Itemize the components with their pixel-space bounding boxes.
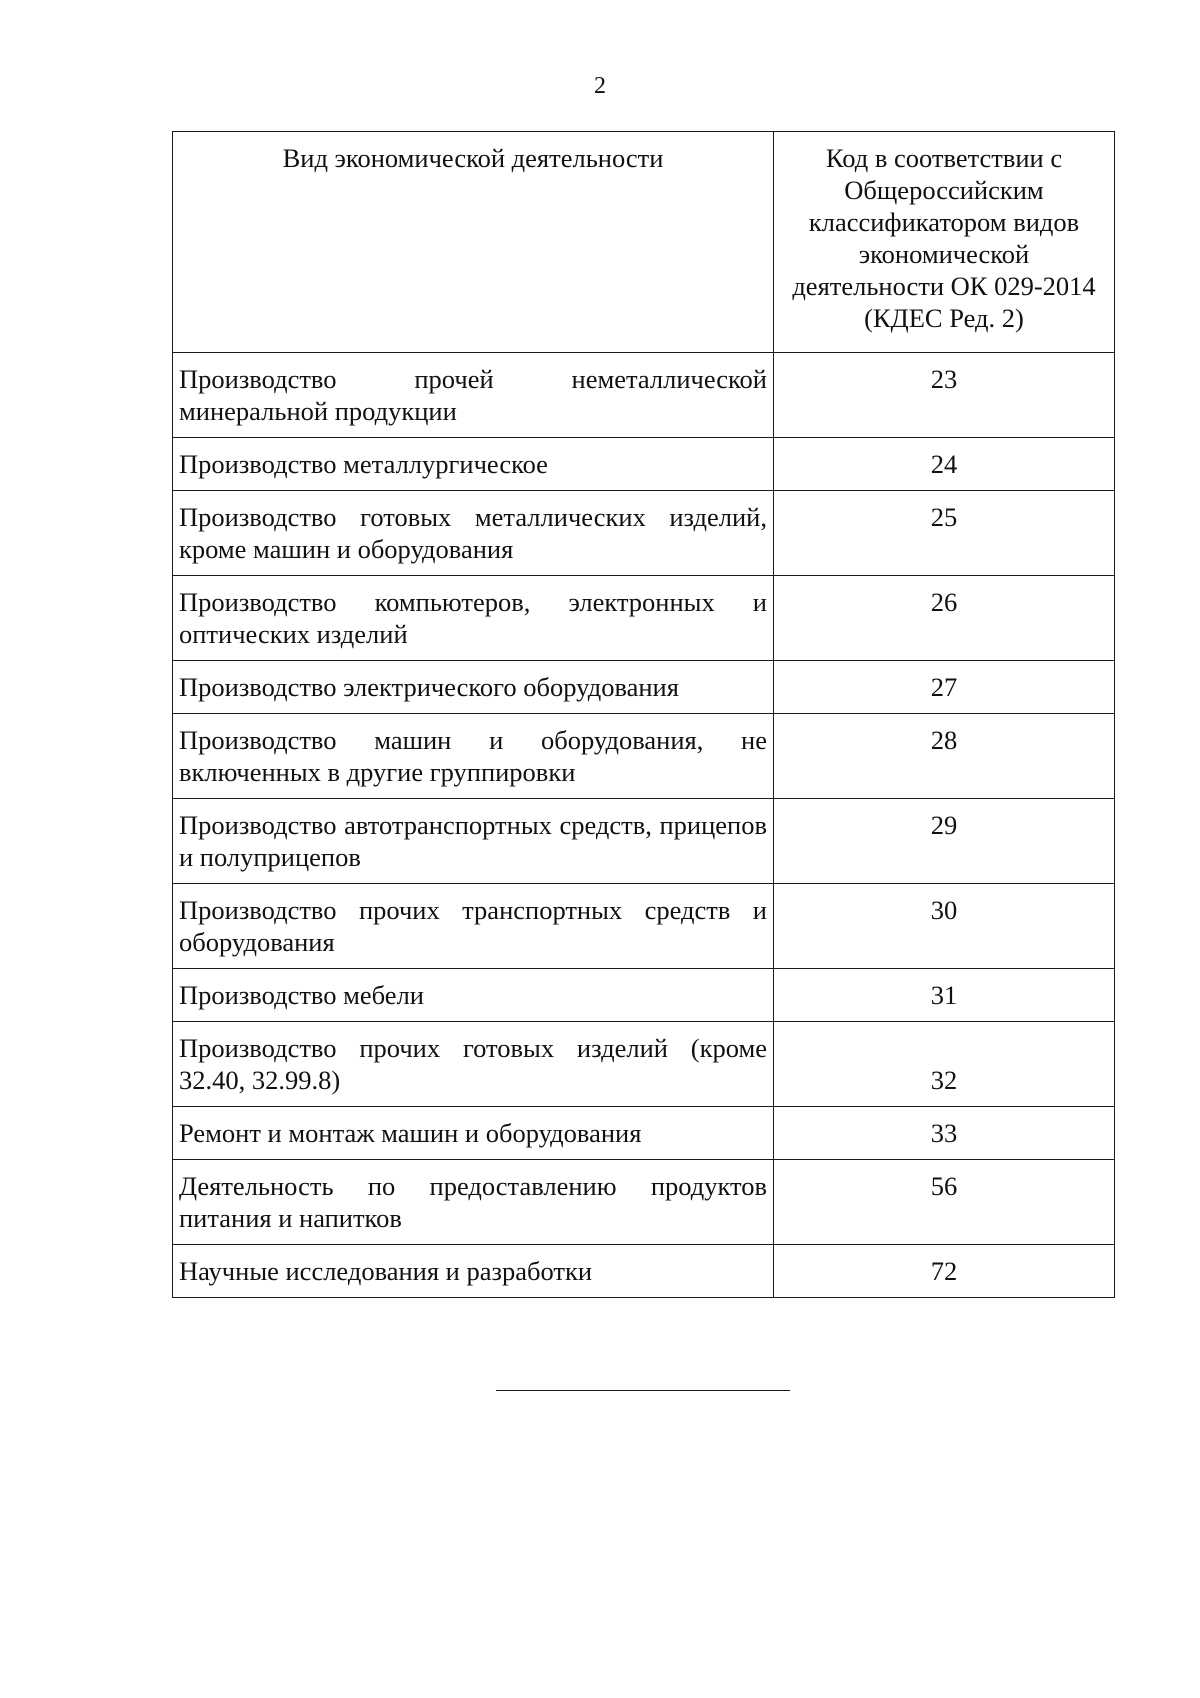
table-row <box>173 661 1115 714</box>
activity-cell: Производство готовых металлических изделий, кроме машин и оборудования <box>173 491 774 576</box>
table-row <box>173 1107 1115 1160</box>
table-row <box>173 969 1115 1022</box>
activity-cell: Производство металлургическое <box>173 438 774 491</box>
header-code <box>774 132 1115 353</box>
activity-cell: Производство прочей неметаллической минеральной продукции <box>173 353 774 438</box>
activity-cell: Производство прочих готовых изделий (кроме 32.40, 32.99.8) <box>173 1022 774 1107</box>
activity-cell: Производство электрического оборудования <box>173 661 774 714</box>
table-row <box>173 491 1115 576</box>
activity-cell: Производство прочих транспортных средств и оборудования <box>173 884 774 969</box>
code-cell: 30 <box>774 884 1115 969</box>
table-row <box>173 884 1115 969</box>
code-cell: 27 <box>774 661 1115 714</box>
end-of-document-line <box>496 1390 790 1391</box>
code-cell: 32 <box>774 1022 1115 1107</box>
table-row <box>173 353 1115 438</box>
table-row <box>173 1022 1115 1107</box>
table-row <box>173 1160 1115 1245</box>
code-cell: 24 <box>774 438 1115 491</box>
code-cell: 56 <box>774 1160 1115 1245</box>
table-row <box>173 799 1115 884</box>
page-number: 2 <box>594 73 606 99</box>
header-code-line: деятельности ОК 029-2014 <box>792 271 1096 301</box>
header-code-line: Общероссийским <box>844 175 1044 205</box>
activity-cell: Производство компьютеров, электронных и оптических изделий <box>173 576 774 661</box>
code-cell: 31 <box>774 969 1115 1022</box>
code-cell: 33 <box>774 1107 1115 1160</box>
table-row <box>173 1245 1115 1298</box>
activity-cell: Ремонт и монтаж машин и оборудования <box>173 1107 774 1160</box>
code-cell: 28 <box>774 714 1115 799</box>
table-header-row <box>173 132 1115 353</box>
table-row <box>173 576 1115 661</box>
activity-cell: Деятельность по предоставлению продуктов питания и напитков <box>173 1160 774 1245</box>
activity-cell: Производство машин и оборудования, не включенных в другие группировки <box>173 714 774 799</box>
code-cell: 72 <box>774 1245 1115 1298</box>
header-code-line: экономической <box>858 239 1030 269</box>
activity-cell: Производство мебели <box>173 969 774 1022</box>
table-row <box>173 714 1115 799</box>
code-cell: 23 <box>774 353 1115 438</box>
activity-cell: Производство автотранспортных средств, прицепов и полуприцепов <box>173 799 774 884</box>
code-cell: 25 <box>774 491 1115 576</box>
table-row <box>173 438 1115 491</box>
activity-code-table <box>172 131 1115 1298</box>
code-cell: 29 <box>774 799 1115 884</box>
header-activity: Вид экономической деятельности <box>173 132 774 353</box>
header-code-line: (КДЕС Ред. 2) <box>864 303 1024 333</box>
activity-cell: Научные исследования и разработки <box>173 1245 774 1298</box>
code-cell: 26 <box>774 576 1115 661</box>
header-code-line: Код в соответствии с <box>825 143 1063 173</box>
header-code-line: классификатором видов <box>808 207 1080 237</box>
